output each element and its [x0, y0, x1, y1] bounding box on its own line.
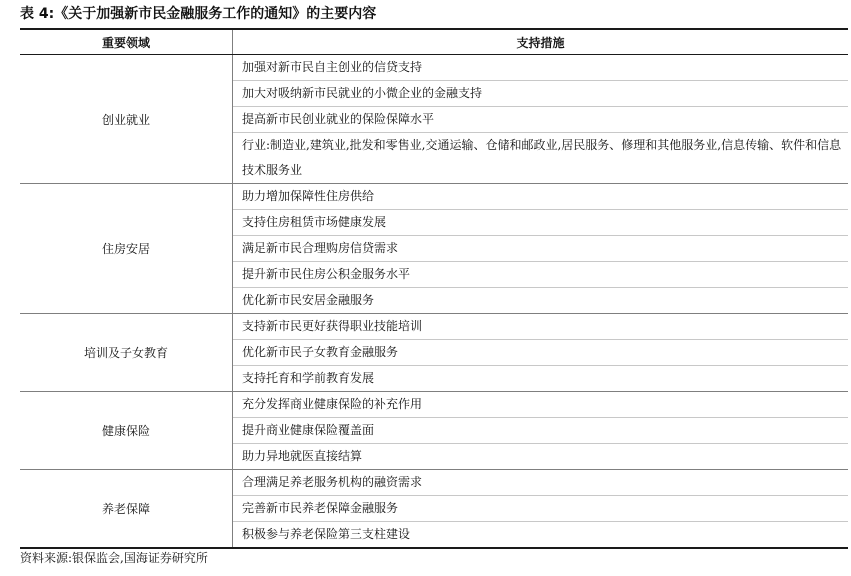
area-cell: 住房安居: [20, 184, 233, 314]
table-row: [20, 392, 848, 418]
table-header-row: [20, 29, 848, 55]
measure-cell: 积极参与养老保险第三支柱建设: [233, 522, 849, 549]
measure-cell: 支持托育和学前教育发展: [233, 366, 849, 392]
table-row: [20, 184, 848, 210]
area-cell: 创业就业: [20, 55, 233, 184]
measure-cell: 优化新市民子女教育金融服务: [233, 340, 849, 366]
measure-cell: 提升新市民住房公积金服务水平: [233, 262, 849, 288]
area-cell: 养老保障: [20, 470, 233, 549]
measure-cell: 满足新市民合理购房信贷需求: [233, 236, 849, 262]
header-area: 重要领域: [20, 29, 233, 55]
area-cell: 培训及子女教育: [20, 314, 233, 392]
measure-cell: 加强对新市民自主创业的信贷支持: [233, 55, 849, 81]
measure-cell: 助力异地就医直接结算: [233, 444, 849, 470]
measure-cell: 提高新市民创业就业的保险保障水平: [233, 107, 849, 133]
measure-cell: 行业:制造业,建筑业,批发和零售业,交通运输、仓储和邮政业,居民服务、修理和其他服务业,信息传输、软件和信息技术服务业: [233, 133, 849, 184]
measure-cell: 助力增加保障性住房供给: [233, 184, 849, 210]
measure-cell: 完善新市民养老保障金融服务: [233, 496, 849, 522]
measure-cell: 支持新市民更好获得职业技能培训: [233, 314, 849, 340]
measure-cell: 合理满足养老服务机构的融资需求: [233, 470, 849, 496]
table-row: [20, 470, 848, 496]
measure-cell: 充分发挥商业健康保险的补充作用: [233, 392, 849, 418]
source-note: 资料来源:银保监会,国海证券研究所: [20, 551, 208, 565]
header-measures: 支持措施: [233, 29, 849, 55]
area-cell: 健康保险: [20, 392, 233, 470]
measure-cell: 提升商业健康保险覆盖面: [233, 418, 849, 444]
table-row: [20, 314, 848, 340]
table-row: [20, 55, 848, 81]
measure-cell: 优化新市民安居金融服务: [233, 288, 849, 314]
measure-cell: 支持住房租赁市场健康发展: [233, 210, 849, 236]
measures-table: [20, 28, 848, 549]
table-title: 表 4:《关于加强新市民金融服务工作的通知》的主要内容: [20, 6, 377, 22]
measure-cell: 加大对吸纳新市民就业的小微企业的金融支持: [233, 81, 849, 107]
